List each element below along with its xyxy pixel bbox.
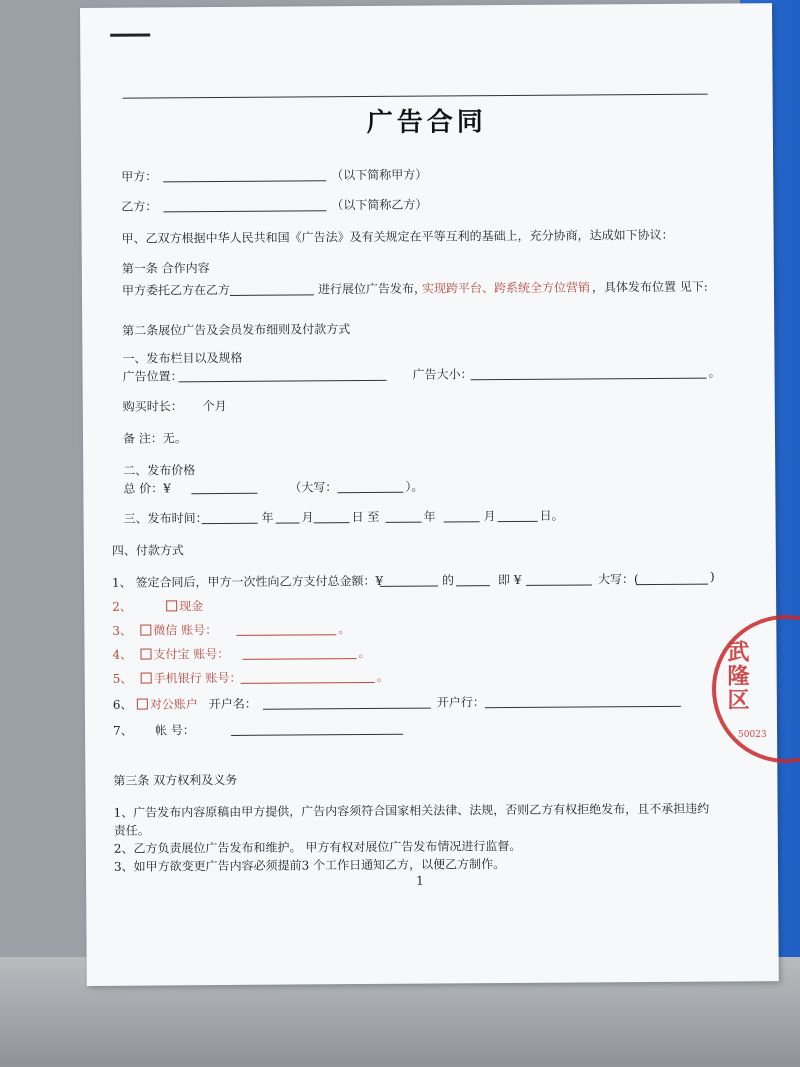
start-year-field[interactable] [202,523,258,524]
pay-3-option[interactable] [140,621,217,639]
pay-3-number: 3、 [112,623,133,638]
pay-4-number: 4、 [112,647,133,662]
pay-5-label: 手机银行 账号： [153,670,242,686]
party-b-label: 乙方： [121,199,158,214]
remark: 备 注：无。 [122,431,187,446]
location-field[interactable] [230,294,314,296]
end-month-field[interactable] [444,521,480,522]
preamble: 甲、乙双方根据中华人民共和国《广告法》及有关规定在平等互利的基础上，充分协商，达成如下协议： [121,227,674,246]
end-year-field[interactable] [386,522,422,523]
bank-field[interactable] [485,706,681,708]
pay-3-end: 。 [338,622,351,637]
seal-text: 武隆区 [724,640,750,712]
article-3-clause-1: 1、广告发布内容原稿由甲方提供，广告内容须符合国家相关法律、法规，否则乙方有权拒绝发布，且不承担违约 [113,801,710,820]
pay-1-capital-field[interactable] [636,584,708,586]
checkbox-icon[interactable] [141,673,152,684]
pay-4-label: 支付宝 账号： [153,646,230,662]
account-holder-label: 开户名： [208,696,257,712]
section-3-label: 三、发布时间： [123,511,208,526]
article-1-text-a: 甲方委托乙方在乙方 [121,282,231,298]
ad-size-field[interactable] [471,378,707,381]
ad-size-label: 广告大小： [412,367,473,382]
party-a-note: （以下简称甲方） [331,167,428,183]
article-1-title: 第一条 合作内容 [121,261,210,276]
capital-label: （大写： [289,480,338,495]
pay-4-account-field[interactable] [243,658,357,660]
pay-6-number: 6、 [112,697,133,712]
page-number: 1 [416,873,424,888]
pay-4-option[interactable] [140,645,229,663]
total-label: 总 价：¥ [123,481,171,496]
article-3-title: 第三条 双方权利及义务 [113,772,238,788]
party-b-note: （以下简称乙方） [331,197,428,213]
section-4-title: 四、付款方式 [111,543,184,558]
end-year-label: 年 [423,509,436,524]
pay-4-end: 。 [358,645,371,661]
article-1-text-b: 进行展位广告发布， [317,281,427,297]
header-rule [123,94,708,99]
corner-mark [110,34,150,37]
checkbox-icon[interactable] [140,625,151,636]
party-b-field[interactable] [163,210,326,212]
party-a-field[interactable] [163,180,326,182]
contract-page [80,3,779,986]
start-month-field[interactable] [276,522,300,523]
account-holder-field[interactable] [263,708,431,710]
end-month-label: 月 [483,509,496,524]
pay-1-part-field[interactable] [456,585,490,586]
capital-field[interactable] [337,492,403,493]
ad-position-label: 广告位置： [122,369,183,384]
start-day-field[interactable] [314,522,350,523]
pay-1-yuan-field[interactable] [526,584,592,585]
checkbox-icon[interactable] [137,699,148,710]
account-number-field[interactable] [231,734,403,736]
pay-7-number: 7、 [112,723,133,738]
pay-5-account-field[interactable] [241,682,375,684]
checkbox-icon[interactable] [140,649,151,660]
pay-1-amount-field[interactable] [380,586,438,587]
article-3-clause-2: 2、乙方负责展位广告发布和维护。 甲方有权对展位广告发布情况进行监督。 [113,838,522,856]
pay-6-label: 对公账户 [149,697,198,712]
end-day-label: 日。 [539,508,564,523]
section-1-title: 一、发布栏目以及规格 [122,350,243,366]
pay-2-number: 2、 [112,599,132,614]
end-day-field[interactable] [498,521,538,522]
pay-1-text-a: 1、 签定合同后，甲方一次性向乙方支付总金额：¥ [111,573,384,590]
page-title: 广告合同 [366,107,487,139]
pay-2-option[interactable] [166,597,203,614]
article-3-clause-1-cont: 责任。 [113,823,150,838]
bank-label: 开户行： [436,695,485,710]
pay-5-option[interactable] [141,669,242,687]
pay-1-text-e: ) [709,569,715,584]
article-1-highlight: 实现跨平台、跨系统全方位营销 [421,280,591,296]
purchase-label: 购买时长： [122,399,183,414]
article-1-text-c: ，具体发布位置 见下: [591,279,708,295]
pay-1-text-c: 即 ¥ [497,572,522,588]
pay-5-number: 5、 [112,671,133,686]
pay-3-label: 微信 账号： [153,623,218,638]
pay-2-label: 现金 [179,599,204,614]
section-2-title: 二、发布价格 [123,463,196,478]
capital-end: ）。 [405,479,424,494]
ad-position-field[interactable] [179,380,387,382]
total-field[interactable] [191,493,257,494]
pay-1-text-b: 的 [441,573,455,588]
start-day-label: 日 至 [351,509,380,525]
pay-1-text-d: 大写：( [597,572,639,587]
purchase-unit: 个月 [202,398,227,414]
checkbox-icon[interactable] [166,600,177,611]
start-month-label: 月 [301,510,314,525]
article-2-title: 第二条展位广告及会员发布细则及付款方式 [122,322,351,338]
seal-number: 50023 [738,730,767,740]
pay-5-end: 。 [376,669,389,684]
party-a-label: 甲方： [121,169,158,184]
start-year-label: 年 [261,510,274,525]
article-3-clause-3: 3、如甲方欲变更广告内容必须提前3 个工作日通知乙方，以便乙方制作。 [113,857,506,874]
account-number-label: 帐 号： [154,723,195,738]
ad-size-end: 。 [708,365,721,380]
pay-3-account-field[interactable] [236,634,336,636]
pay-6-option[interactable] [137,695,198,712]
